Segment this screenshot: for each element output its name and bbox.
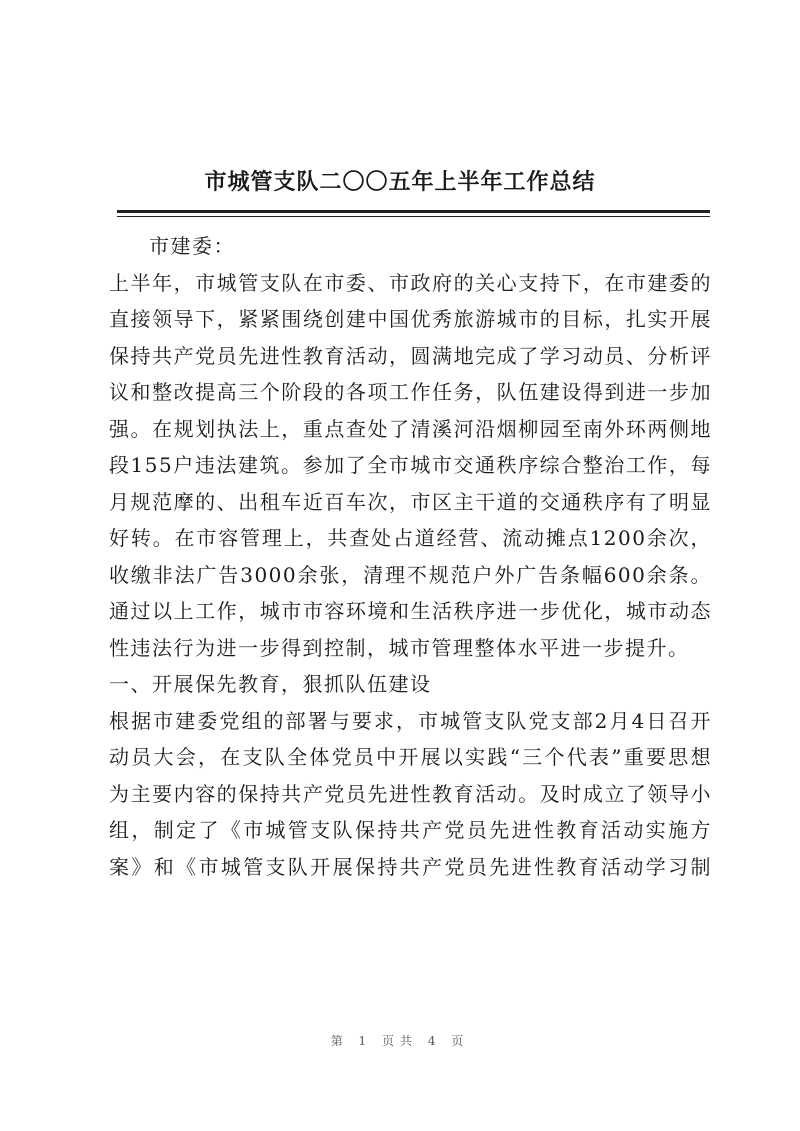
body-line: 收缴非法广告3000余张，清理不规范户外广告条幅600余条。	[109, 562, 712, 587]
body-line: 段155户违法建筑。参加了全市城市交通秩序综合整治工作，每	[109, 453, 712, 477]
body-line: 组，制定了《市城管支队保持共产党员先进性教育活动实施方	[109, 818, 712, 842]
body-line: 性违法行为进一步得到控制，城市管理整体水平进一步提升。	[109, 635, 690, 660]
page-number-footer: 第 1 页共 4 页	[330, 1034, 470, 1048]
body-line: 议和整改提高三个阶段的各项工作任务，队伍建设得到进一步加	[109, 380, 712, 404]
body-line: 根据市建委党组的部署与要求，市城管支队党支部2月4日召开	[109, 708, 712, 733]
body-line: 为主要内容的保持共产党员先进性教育活动。及时成立了领导小	[109, 781, 712, 806]
body-line: 动员大会，在支队全体党员中开展以实践“三个代表”重要思想	[109, 745, 712, 769]
title-rule-thin	[117, 216, 710, 217]
body-line: 保持共产党员先进性教育活动，圆满地完成了学习动员、分析评	[109, 343, 712, 368]
body-line: 通过以上工作，城市市容环境和生活秩序进一步优化，城市动态	[109, 599, 712, 623]
document-body	[109, 228, 712, 885]
body-line: 好转。在市容管理上，共查处占道经营、流动摊点1200余次，	[109, 526, 712, 550]
body-line: 月规范摩的、出租车近百车次，市区主干道的交通秩序有了明显	[109, 489, 712, 514]
body-line: 上半年，市城管支队在市委、市政府的关心支持下，在市建委的	[109, 270, 712, 295]
body-line: 直接领导下，紧紧围绕创建中国优秀旅游城市的目标，扎实开展	[109, 307, 712, 331]
body-line: 强。在规划执法上，重点查处了清溪河沿烟柳园至南外环两侧地	[109, 416, 712, 441]
document-title: 市城管支队二〇〇五年上半年工作总结	[204, 170, 596, 195]
salutation-line: 市建委：	[149, 234, 235, 258]
body-line: 案》和《市城管支队开展保持共产党员先进性教育活动学习制	[109, 854, 712, 879]
title-rule-thick	[117, 210, 710, 213]
section-heading: 一、开展保先教育，狠抓队伍建设	[109, 672, 432, 696]
